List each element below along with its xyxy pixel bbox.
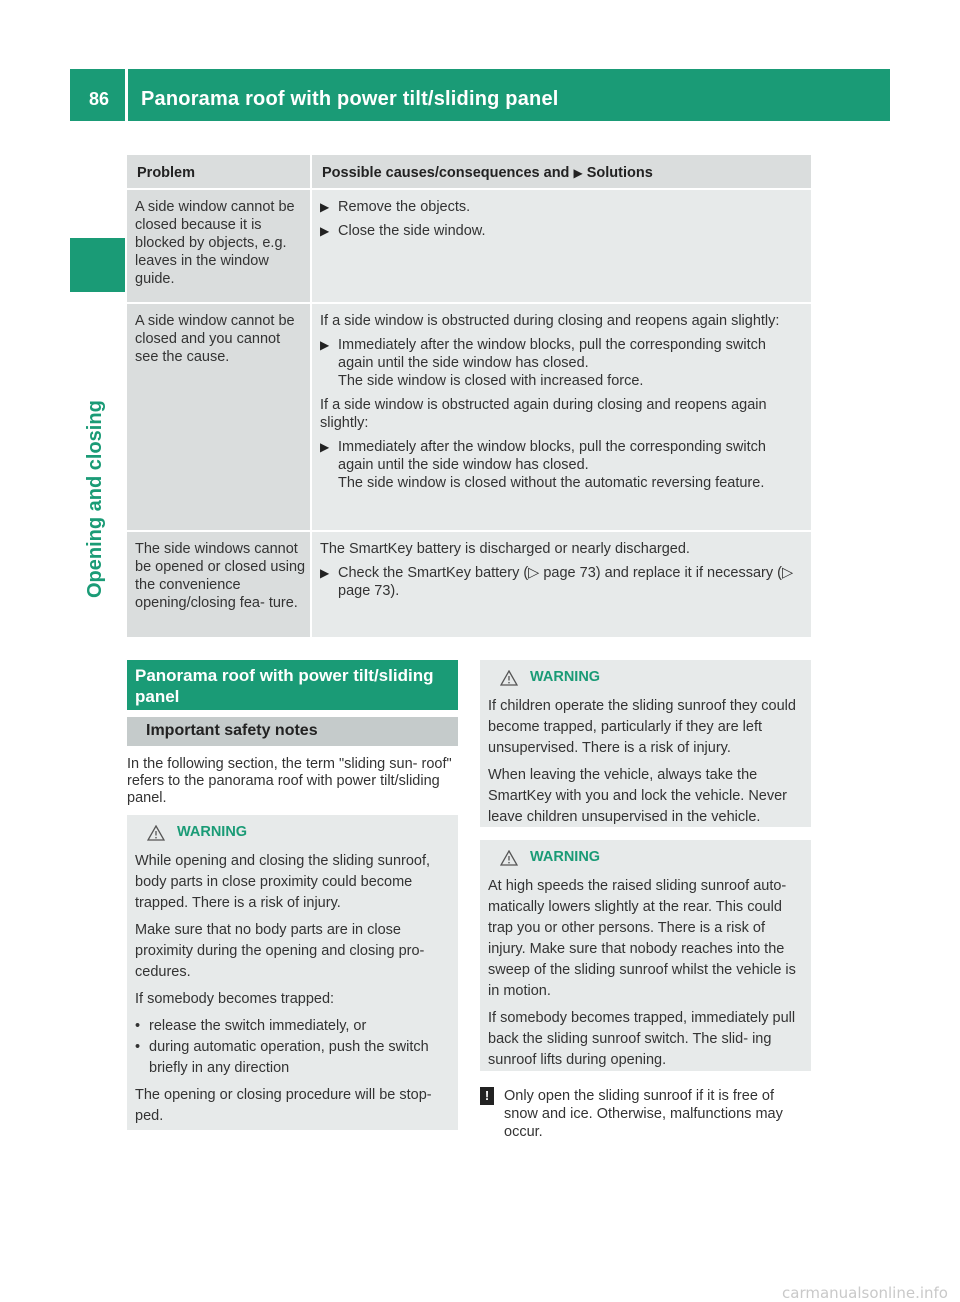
warning-text: The opening or closing procedure will be stop- ped. [135,1087,432,1124]
warning-text: If somebody becomes trapped: [135,991,335,1007]
note-text: Only open the sliding sunroof if it is free of snow and ice. Otherwise, malfunctions may occur. [504,1088,783,1140]
header-solutions-post: Solutions [586,165,653,181]
solution-cell [312,190,811,302]
list-item: • during automatic operation, push the switch briefly in any direction [135,1037,450,1079]
solution-text: The SmartKey battery is discharged or nearly discharged. [320,541,690,557]
warning-text: When leaving the vehicle, always take the SmartKey with you and lock the vehicle. Never leave children unsupervised in the vehicle. [488,767,787,825]
problem-cell: A side window cannot be closed and you cannot see the cause. [127,304,312,530]
warning-text: While opening and closing the sliding sunroof, body parts in close proximity could become trapped. There is a risk of injury. [135,853,431,911]
page-number: 86 [89,89,110,109]
solution-step: ▶ Immediately after the window blocks, pull the corresponding switch again until the side window has closed. The side window is closed with increased force. [320,337,766,389]
list-item: • release the switch immediately, or [135,1016,450,1037]
warning-title: WARNING [530,849,601,865]
header-problem: Problem [127,155,312,188]
warning-text: If somebody becomes trapped, immediately pull back the sliding sunroof switch. The slid- ing sunroof lifts during opening. [488,1010,796,1068]
arrow-icon: ▶ [320,224,330,238]
warning-box [480,840,811,1071]
table-header [127,155,811,188]
warning-bullets [135,1016,450,1079]
solution-step: ▶ Close the side window. [320,223,486,239]
warning-text: If children operate the sliding sunroof they could become trapped, particularly if they are left unsupervised. There is a risk of injury. [488,698,796,756]
solution-step: ▶ Check the SmartKey battery (▷ page 73) and replace it if necessary (▷ page 73). [320,565,794,599]
note [480,1087,810,1141]
solution-text: If a side window is obstructed again during closing and reopens again slightly: [320,397,767,431]
warning-text: At high speeds the raised sliding sunroof auto- matically lowers slightly at the rear. This could trap you or other persons. There is a risk of injury. Make sure that nobody reaches into the sweep of the sliding sunroof whilst the vehicle is in motion. [488,878,796,999]
table-row [127,188,811,302]
header-solutions [312,155,811,188]
bullet-icon: • [135,1039,141,1055]
subsection-title: Important safety notes [127,717,458,746]
side-tab-marker [70,238,125,292]
arrow-icon: ▶ [573,166,583,180]
warning-header [488,847,803,868]
problem-solution-table [127,155,811,637]
arrow-icon: ▶ [320,440,330,454]
section-title: Panorama roof with power tilt/sliding panel [127,660,458,710]
solution-step: ▶ Remove the objects. [320,199,471,215]
problem-cell: A side window cannot be closed because it is blocked by objects, e.g. leaves in the window guide. [127,190,312,302]
arrow-icon: ▶ [320,566,330,580]
solution-text: If a side window is obstructed during closing and reopens again slightly: [320,313,780,329]
warning-box [480,660,811,827]
solution-step: ▶ Immediately after the window blocks, pull the corresponding switch again until the side window has closed. The side window is closed without the automatic reversing feature. [320,439,766,491]
table-row [127,530,811,637]
warning-triangle-icon [147,825,165,841]
warning-title: WARNING [530,669,601,685]
warning-title: WARNING [177,824,248,840]
arrow-icon: ▶ [320,200,330,214]
warning-triangle-icon [500,850,518,866]
warning-text: Make sure that no body parts are in close proximity during the opening and closing pro- cedures. [135,922,425,980]
exclamation-icon: ! [480,1087,494,1105]
solution-cell [312,304,811,530]
bullet-icon: • [135,1018,141,1034]
watermark: carmanualsonline.info [782,1284,948,1302]
header-bar [128,69,890,121]
header-solutions-pre: Possible causes/consequences and [322,165,570,181]
warning-triangle-icon [500,670,518,686]
page-number-box [70,69,125,121]
warning-box [127,815,458,1130]
header-title: Panorama roof with power tilt/sliding panel [141,88,559,110]
warning-header [488,667,803,688]
intro-text: In the following section, the term "sliding sun- roof" refers to the panorama roof with power tilt/sliding panel. [127,756,452,806]
side-tab-label: Opening and closing [84,400,106,598]
solution-cell [312,532,811,637]
problem-cell: The side windows cannot be opened or closed using the convenience opening/closing fea- ture. [127,532,312,637]
table-row [127,302,811,530]
warning-header [135,822,450,843]
arrow-icon: ▶ [320,338,330,352]
